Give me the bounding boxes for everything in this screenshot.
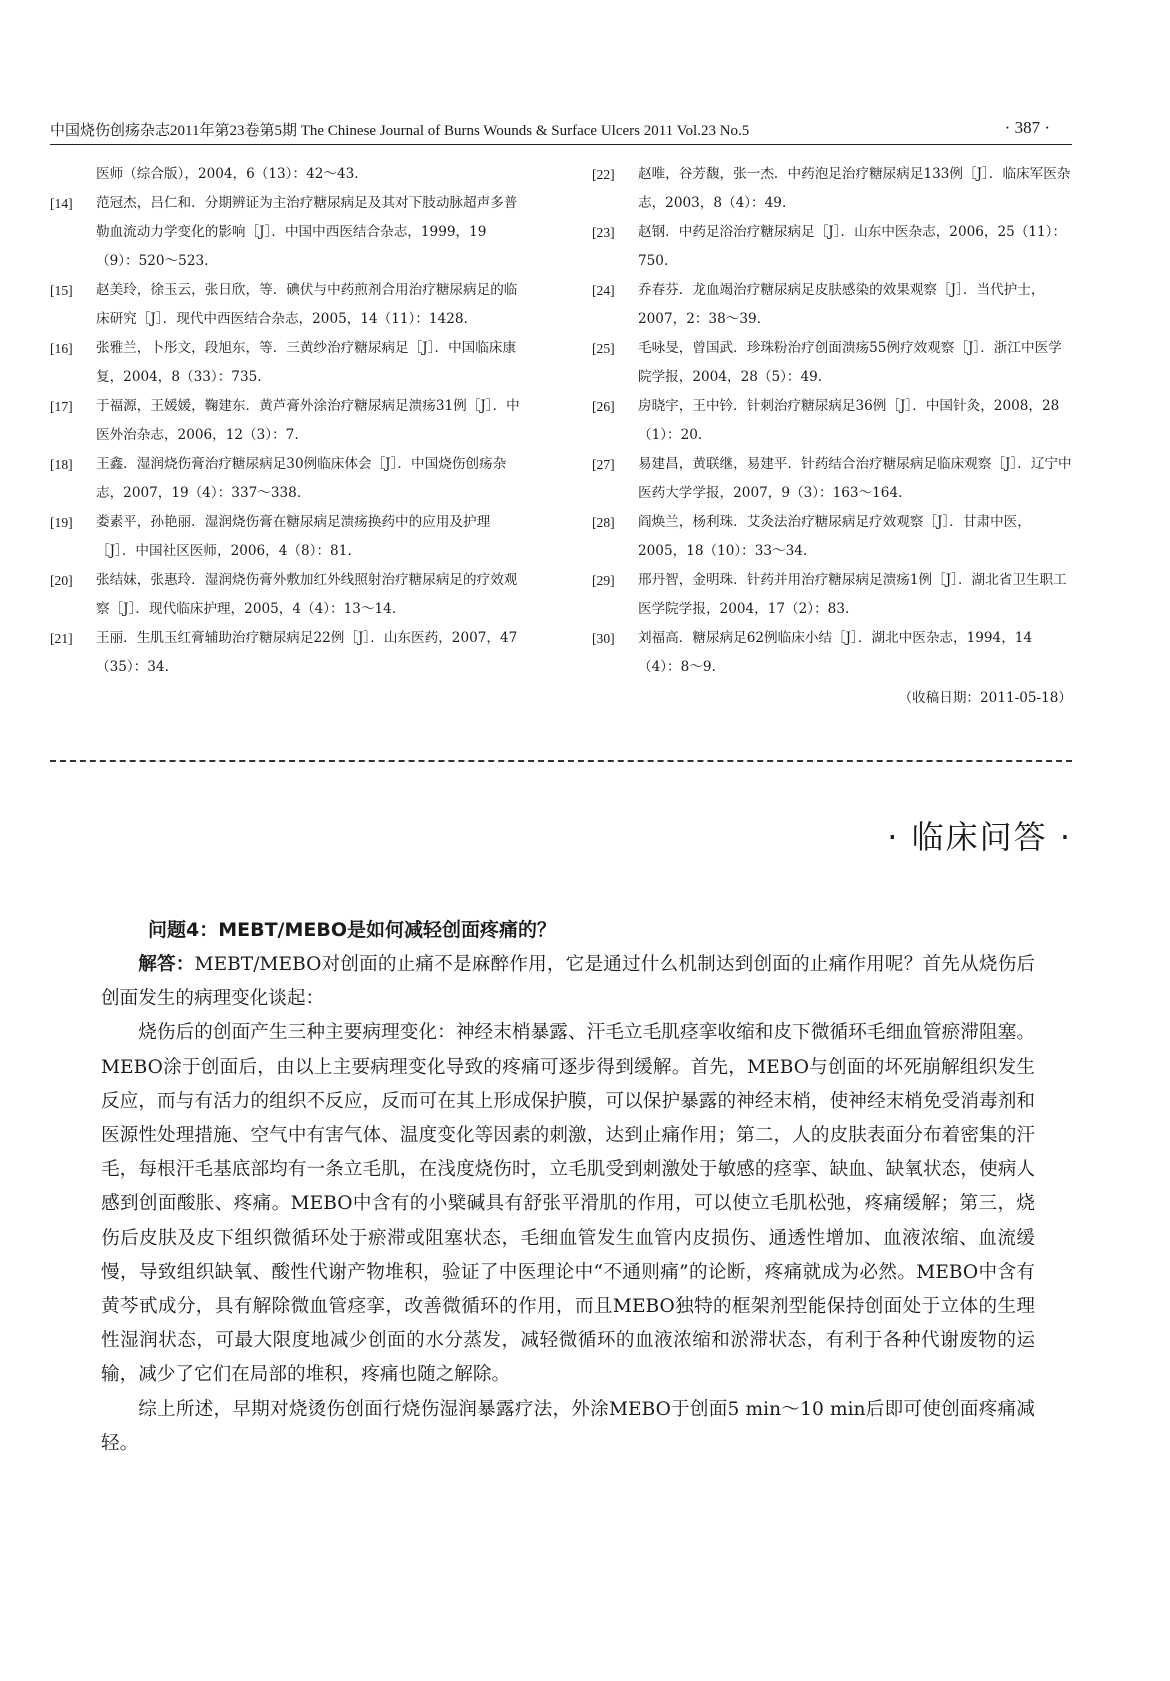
received-date: （收稿日期：2011-05-18） [898,690,1072,706]
reference-number: [26] [592,399,615,414]
reference-number: [24] [592,283,615,298]
reference-list-left [50,160,522,682]
reference-item [50,450,522,508]
answer-label: 解答： [138,954,195,975]
reference-number: [20] [50,573,73,588]
reference-text: 范冠杰，吕仁和．分期辨证为主治疗糖尿病足及其对下肢动脉超声多普勒血流动力学变化的影响［J］．中国中西医结合杂志，1999，19（9）：520～523. [96,195,518,269]
reference-number: [18] [50,457,73,472]
reference-item [50,276,522,334]
answer-intro-text: MEBT/MEBO对创面的止痛不是麻醉作用，它是通过什么机制达到创面的止痛作用呢？首先从烧伤后创面发生的病理变化谈起： [101,954,1035,1010]
section-title: · 临床问答 · [887,818,1072,856]
reference-text: 房晓宇，王中钤．针刺治疗糖尿病足36例［J］．中国针灸，2008，28（1）：20. [638,398,1060,443]
reference-list-right [592,160,1072,713]
main-paragraph: 烧伤后的创面产生三种主要病理变化：神经末梢暴露、汗毛立毛肌痉挛收缩和皮下微循环毛细血管瘀滞阻塞。MEBO涂于创面后，由以上主要病理变化导致的疼痛可逐步得到缓解。首先，MEBO与创面的坏死崩解组织发生反应，而与有活力的组织不反应，反而可在其上形成保护膜，可以保护暴露的神经末梢，使神经末梢免受消毒剂和医源性处理措施、空气中有害气体、温度变化等因素的刺激，达到止痛作用；第二，人的皮肤表面分布着密集的汗毛，每根汗毛基底部均有一条立毛肌，在浅度烧伤时，立毛肌受到刺激处于敏感的痉挛、缺血、缺氧状态，使病人感到创面酸胀、疼痛。MEBO中含有的小檗碱具有舒张平滑肌的作用，可以使立毛肌松弛，疼痛缓解；第三，烧伤后皮肤及皮下组织微循环处于瘀滞或阻塞状态，毛细血管发生血管内皮损伤、通透性增加、血液浓缩、血流缓慢，导致组织缺氧、酸性代谢产物堆积，验证了中医理论中“不通则痛”的论断，疼痛就成为必然。MEBO中含有黄芩甙成分，具有解除微血管痉挛，改善微循环的作用，而且MEBO独特的框架剂型能保持创面处于立体的生理性湿润状态，可最大限度地减少创面的水分蒸发，减轻微循环的血液浓缩和淤滞状态，有利于各种代谢废物的运输，减少了它们在局部的堆积，疼痛也随之解除。 [101,1022,1035,1386]
page-number: · 387 · [1004,118,1050,137]
reference-number: [29] [592,573,615,588]
reference-text: 阎焕兰，杨利珠．艾灸法治疗糖尿病足疗效观察［J］．甘肃中医，2005，18（10）：33～34. [638,514,1031,559]
reference-number: [16] [50,341,73,356]
reference-item [50,334,522,392]
reference-text: 张雅兰，卜彤文，段旭东，等．三黄纱治疗糖尿病足［J］．中国临床康复，2004，8（33）：735. [96,340,517,385]
reference-text: 娄素平，孙艳丽．湿润烧伤膏在糖尿病足溃疡换药中的应用及护理［J］．中国社区医师，2006，4（8）：81. [96,514,491,559]
reference-text: 医师（综合版），2004，6（13）：42～43. [96,166,359,182]
qa-article [101,912,1035,1461]
reference-number: [22] [592,167,615,182]
reference-item [50,566,522,624]
reference-number: [27] [592,457,615,472]
question-heading: 问题4：MEBT/MEBO是如何减轻创面疼痛的？ [148,919,557,941]
reference-text: 赵美玲，徐玉云，张日欣，等．碘伏与中药煎剂合用治疗糖尿病足的临床研究［J］．现代中西医结合杂志，2005，14（11）：1428. [96,282,518,327]
reference-text: 乔春芬．龙血竭治疗糖尿病足皮肤感染的效果观察［J］．当代护士，2007，2：38～39. [638,282,1045,327]
reference-text: 毛咏旻，曾国武．珍珠粉治疗创面溃疡55例疗效观察［J］．浙江中医学院学报，2004，28（5）：49. [638,340,1062,385]
reference-number: [28] [592,515,615,530]
journal-citation: 中国烧伤创疡杂志2011年第23卷第5期 The Chinese Journal of Burns Wounds & Surface Ulcers 2011 Vol.23 No.5 [50,123,750,139]
reference-number: [21] [50,631,73,646]
reference-item [592,450,1072,508]
reference-text: 刘福高．糖尿病足62例临床小结［J］．湖北中医杂志，1994，14（4）：8～9. [638,630,1033,675]
reference-number: [14] [50,196,73,211]
reference-item [592,218,1072,276]
reference-text: 张结妹，张惠玲．湿润烧伤膏外敷加红外线照射治疗糖尿病足的疗效观察［J］．现代临床护理，2005，4（4）：13～14. [96,572,518,617]
reference-item [592,276,1072,334]
reference-item [50,624,522,682]
reference-item [50,160,522,189]
reference-number: [30] [592,631,615,646]
reference-item [592,566,1072,624]
summary-paragraph: 综上所述，早期对烧烫伤创面行烧伤湿润暴露疗法，外涂MEBO于创面5 min～10 min后即可使创面疼痛减轻。 [101,1398,1035,1454]
reference-item [592,334,1072,392]
reference-item [592,392,1072,450]
reference-item [50,508,522,566]
reference-number: [17] [50,399,73,414]
answer-intro [101,948,1035,1016]
reference-item [50,189,522,276]
section-divider [50,760,1072,762]
reference-text: 赵钢．中药足浴治疗糖尿病足［J］．山东中医杂志，2006，25（11）：750. [638,224,1067,269]
reference-number: [25] [592,341,615,356]
reference-number: [19] [50,515,73,530]
reference-number: [15] [50,283,73,298]
reference-item [592,624,1072,682]
reference-text: 邢丹智，金明珠．针药并用治疗糖尿病足溃疡1例［J］．湖北省卫生职工医学院学报，2004，17（2）：83. [638,572,1067,617]
running-header [50,116,1072,145]
reference-text: 易建昌，黄联继，易建平．针药结合治疗糖尿病足临床观察［J］．辽宁中医药大学学报，2007，9（3）：163～164. [638,456,1072,501]
reference-item [592,160,1072,218]
reference-number: [23] [592,225,615,240]
reference-item [50,392,522,450]
reference-text: 于福源，王媛媛，鞠建东．黄芦膏外涂治疗糖尿病足溃疡31例［J］．中医外治杂志，2006，12（3）：7. [96,398,520,443]
reference-text: 王丽．生肌玉红膏辅助治疗糖尿病足22例［J］．山东医药，2007，47（35）：34. [96,630,518,675]
reference-text: 王鑫．湿润烧伤膏治疗糖尿病足30例临床体会［J］．中国烧伤创疡杂志，2007，19（4）：337～338. [96,456,507,501]
reference-item [592,508,1072,566]
reference-text: 赵唯，谷芳馥，张一杰．中药泡足治疗糖尿病足133例［J］．临床军医杂志，2003，8（4）：49. [638,166,1071,211]
